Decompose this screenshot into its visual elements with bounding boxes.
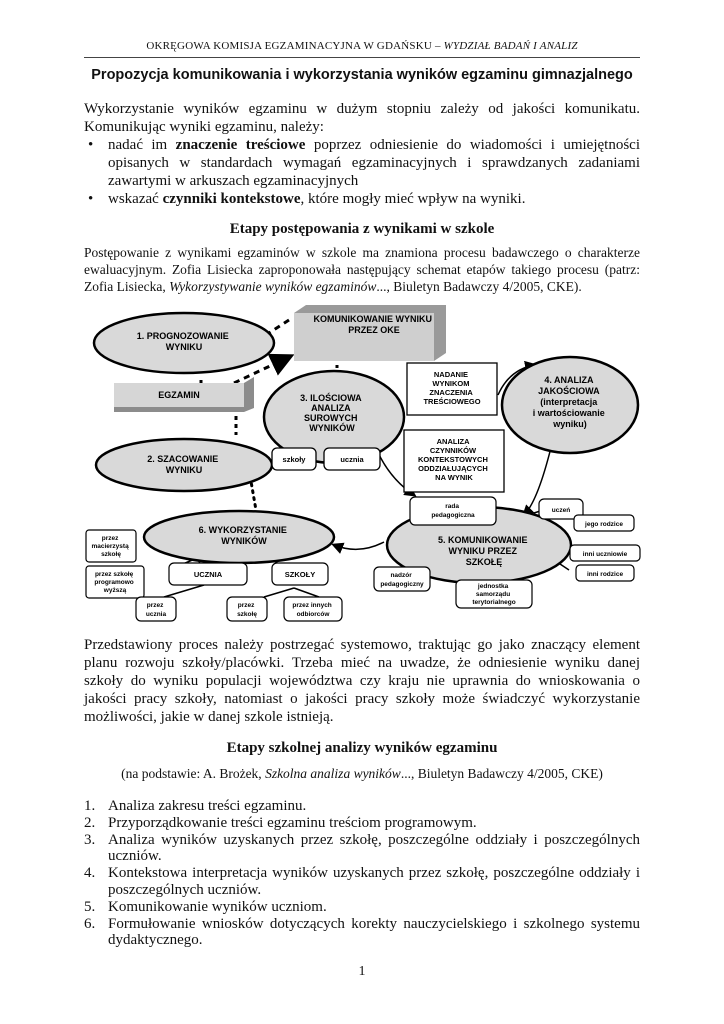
ucznia-caps-label: UCZNIA — [193, 570, 223, 579]
jakosciowa-label: 4. ANALIZA JAKOŚCIOWA (interpretacja i wartościowanie wyniku) — [532, 375, 605, 429]
arrow-komunikowanie-wykorzystanie — [334, 542, 384, 549]
analysis-steps-list — [84, 798, 640, 949]
inni-uczniowie-label: inni uczniowie — [582, 551, 628, 558]
szacowanie-label: 2. SZACOWANIE WYNIKU — [147, 454, 219, 475]
egzamin-label: EGZAMIN — [158, 390, 200, 400]
szkoly-label: szkoły — [282, 455, 306, 464]
oke-label: KOMUNIKOWANIE WYNIKU PRZEZ OKE — [313, 314, 432, 335]
list-item: 2. Przyporządkowanie treści egzaminu treściom programowym. — [84, 814, 477, 831]
inni-rodzice-label: inni rodzice — [586, 571, 624, 578]
process-diagram — [84, 305, 644, 625]
macierzysta-label: przez macierzystą szkołę — [91, 535, 129, 558]
programowo-label: przez szkołę programowo wyższą — [94, 571, 134, 594]
list-item: 1. Analiza zakresu treści egzaminu. — [84, 798, 307, 814]
list-item: 3. Analiza wyników uzyskanych przez szkołę, poszczególne oddziały i poszczególnych uczniów. — [84, 831, 640, 865]
line-szkoly-innych — [294, 588, 319, 597]
rada-label: rada pedagogiczna — [431, 503, 475, 519]
przez-ucznia-label: przez ucznia — [145, 602, 167, 618]
ucznia-label: ucznia — [340, 455, 364, 464]
line-szkoly-przez — [264, 588, 294, 597]
wykorzystanie-label: 6. WYKORZYSTANIE WYNIKÓW — [198, 525, 287, 546]
nadzor-label: nadzór pedagogiczny — [380, 572, 424, 588]
section-heading-2: Etapy szkolnej analizy wyników egzaminu — [226, 740, 498, 756]
section2-source: (na podstawie: A. Brożek, Szkolna analiza wyników..., Biuletyn Badawczy 4/2005, CKE) — [121, 766, 603, 781]
szkoly-caps-label: SZKOŁY — [284, 570, 316, 579]
header-rule — [84, 57, 640, 58]
ilosciowa-label: 3. ILOŚCIOWA ANALIZA SUROWYCH WYNIKÓW — [300, 393, 362, 433]
prognoza-label: 1. PROGNOZOWANIE WYNIKU — [136, 331, 229, 352]
section-heading-1: Etapy postępowania z wynikami w szkole — [229, 221, 495, 237]
intro-paragraph: Wykorzystanie wyników egzaminu w dużym stopniu zależy od jakości komunikatu. Komunikując wyniki egzaminu, należy: — [84, 101, 640, 135]
page-number: 1 — [358, 964, 366, 979]
jego-rodzice-label: jego rodzice — [585, 521, 623, 528]
system-paragraph: Przedstawiony proces należy postrzegać systemowo, traktując go jako znaczący element planu rozwoju szkoły/placówki. Trzeba mieć na uwadze, że odniesienie wyniku danej szkoły do wyniku populacji województwa czy kraju nie uprawnia do wnioskowania o jakości pracy szkoły, natomiast o jakości pracy szkoły może świadczyć wykorzystanie możliwości, jakie w danej szkole istnieją. — [84, 637, 640, 725]
header-org: OKRĘGOWA KOMISJA EGZAMINACYJNA W GDAŃSKU — [146, 40, 432, 52]
przez-szkole-label: przez szkołę — [237, 602, 257, 618]
list-item: 6. Formułowanie wniosków dotyczących korekty nauczycielskiego i szkolnego systemu dydaktycznego. — [84, 915, 640, 949]
list-item: 4. Kontekstowa interpretacja wyników uzyskanych przez szkołę, poszczególne oddziały i poszczególnych uczniów. — [84, 865, 640, 898]
page-header: OKRĘGOWA KOMISJA EGZAMINACYJNA W GDAŃSKU – WYDZIAŁ BADAŃ I ANALIZ — [146, 40, 578, 52]
list-item: 5. Komunikowanie wyników uczniom. — [84, 898, 327, 915]
header-dept: WYDZIAŁ BADAŃ I ANALIZ — [443, 40, 578, 52]
rada-node — [410, 497, 496, 525]
bullet-item: • wskazać czynniki kontekstowe, które mogły mieć wpływ na wyniki. — [84, 190, 640, 208]
document-title: Propozycja komunikowania i wykorzystania wyników egzaminu gimnazjalnego — [91, 67, 633, 83]
przez-innych-label: przez innych odbiorców — [292, 602, 332, 618]
intro-bullets — [84, 136, 640, 208]
czynniki-label: ANALIZA CZYNNIKÓW KONTEKSTOWYCH ODDZIAŁUJĄCYCH NA WYNIK — [418, 437, 488, 482]
komunikowanie-szkola-label: 5. KOMUNIKOWANIE WYNIKU PRZEZ SZKOŁĘ — [437, 535, 528, 567]
bullet-item: • nadać im znaczenie treściowe poprzez odniesienie do wiadomości i umiejętności opisanych w standardach wymagań egzaminacyjnych i sprawdzanych zadaniami zawartymi w arkuszach egzaminacyjnych — [84, 136, 640, 190]
uczen-label: uczeń — [551, 507, 571, 514]
jednostka-label: jednostka samorządu terytorialnego — [472, 583, 516, 606]
nadanie-label: NADANIE WYNIKOM ZNACZENIA TREŚCIOWEGO — [423, 370, 481, 406]
section1-paragraph: Postępowanie z wynikami egzaminów w szkole ma znamiona procesu badawczego o charakterze ewaluacyjnym. Zofia Lisiecka zaproponowała następujący schemat etapów takiego procesu (patrz: Zofia Lisiecka, Wykorzystywanie wyników egzaminów..., Biuletyn Badawczy 4/2005, CKE). — [84, 245, 640, 294]
line-ucznia-przez — [164, 585, 204, 597]
